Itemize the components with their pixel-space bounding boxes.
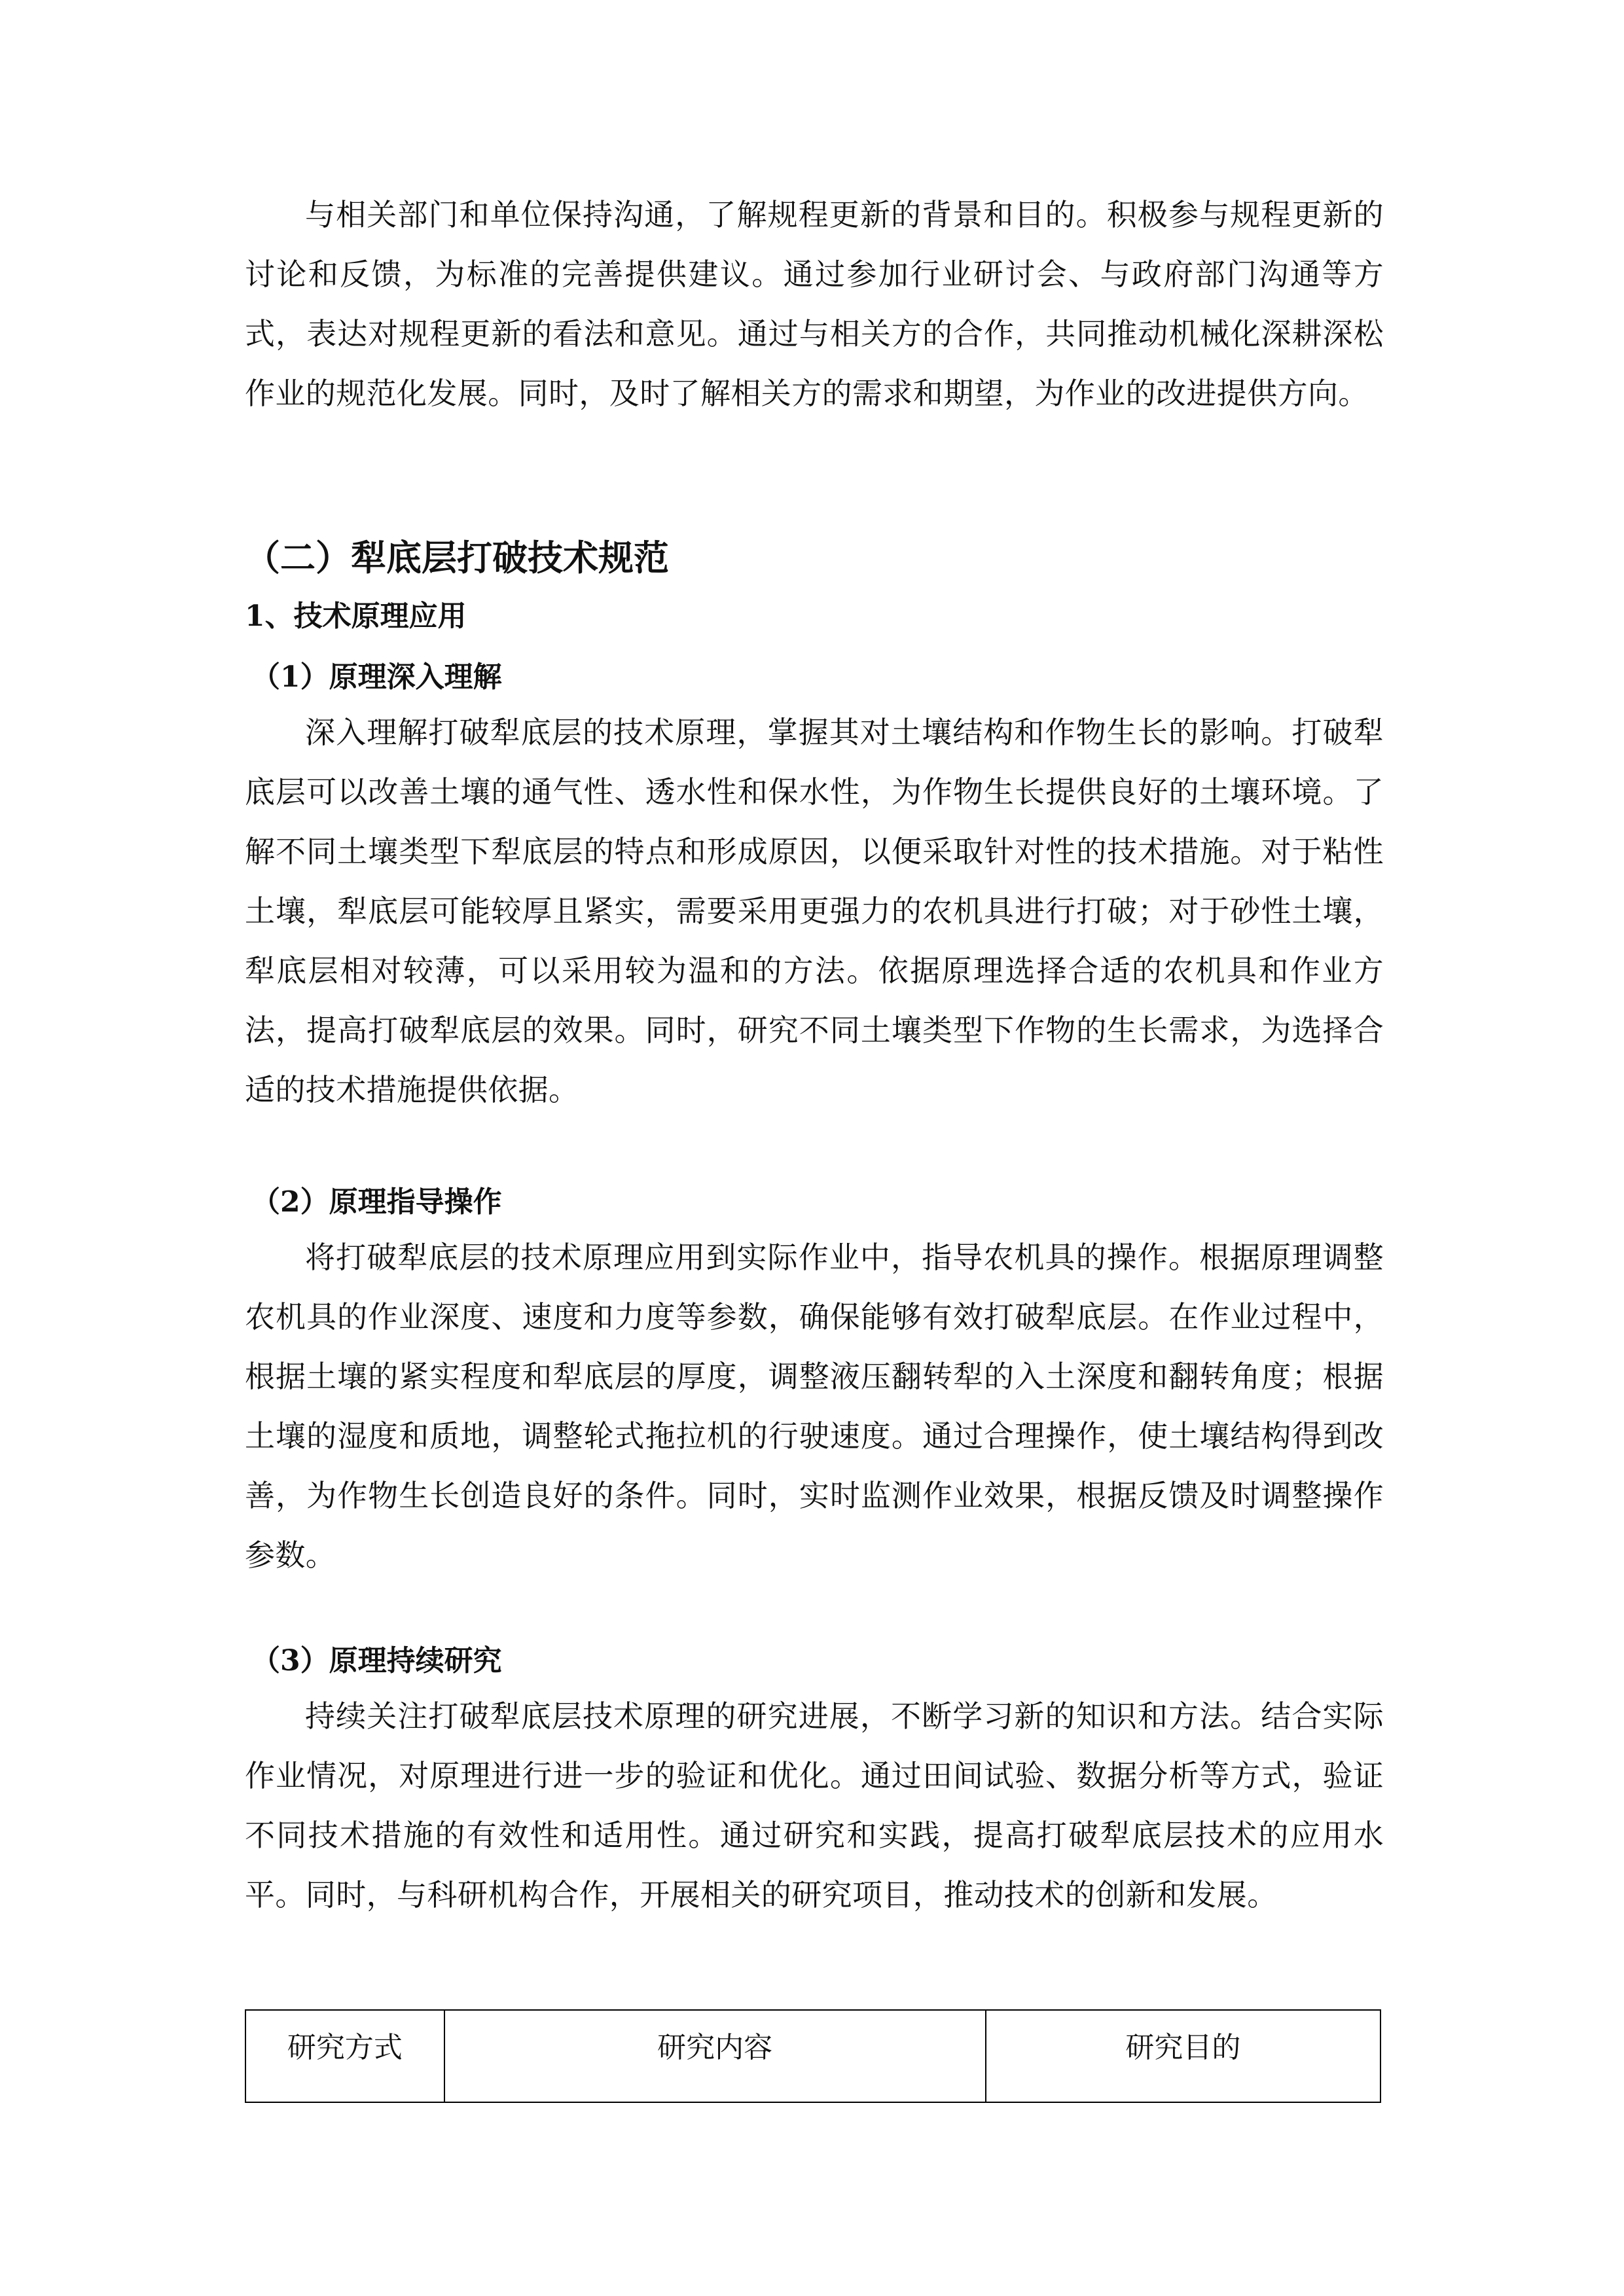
paragraph-stakeholder-communication: 与相关部门和单位保持沟通，了解规程更新的背景和目的。积极参与规程更新的讨论和反馈，为标准的完善提供建议。通过参加行业研讨会、与政府部门沟通等方式，表达对规程更新的看法和意见。通过与相关方的合作，共同推动机械化深耕深松作业的规范化发展。同时，及时了解相关方的需求和期望，为作业的改进提供方向。 <box>245 197 1384 411</box>
item-heading-research: （3）原理持续研究 <box>251 1644 502 1677</box>
item-heading-understanding: （1）原理深入理解 <box>251 660 502 694</box>
table-header-content: 研究内容 <box>444 2010 986 2102</box>
subsection-heading: 1、技术原理应用 <box>245 600 467 633</box>
table-header-purpose: 研究目的 <box>986 2010 1380 2102</box>
item-heading-guidance: （2）原理指导操作 <box>251 1185 502 1219</box>
paragraph-principle-guidance: 将打破犁底层的技术原理应用到实际作业中，指导农机具的操作。根据原理调整农机具的作业深度、速度和力度等参数，确保能够有效打破犁底层。在作业过程中，根据土壤的紧实程度和犁底层的厚度，调整液压翻转犁的入土深度和翻转角度；根据土壤的湿度和质地，调整轮式拖拉机的行驶速度。通过合理操作，使土壤结构得到改善，为作物生长创造良好的条件。同时，实时监测作业效果，根据反馈及时调整操作参数。 <box>245 1240 1384 1573</box>
section-heading: （二）犁底层打破技术规范 <box>245 537 669 579</box>
table-header-row <box>245 2010 1380 2102</box>
table-header-method: 研究方式 <box>245 2010 444 2102</box>
research-table <box>245 2009 1381 2103</box>
paragraph-principle-understanding: 深入理解打破犁底层的技术原理，掌握其对土壤结构和作物生长的影响。打破犁底层可以改善土壤的通气性、透水性和保水性，为作物生长提供良好的土壤环境。了解不同土壤类型下犁底层的特点和形成原因，以便采取针对性的技术措施。对于粘性土壤，犁底层可能较厚且紧实，需要采用更强力的农机具进行打破；对于砂性土壤，犁底层相对较薄，可以采用较为温和的方法。依据原理选择合适的农机具和作业方法，提高打破犁底层的效果。同时，研究不同土壤类型下作物的生长需求，为选择合适的技术措施提供依据。 <box>245 715 1384 1107</box>
paragraph-principle-research: 持续关注打破犁底层技术原理的研究进展，不断学习新的知识和方法。结合实际作业情况，对原理进行进一步的验证和优化。通过田间试验、数据分析等方式，验证不同技术措施的有效性和适用性。通过研究和实践，提高打破犁底层技术的应用水平。同时，与科研机构合作，开展相关的研究项目，推动技术的创新和发展。 <box>245 1698 1384 1912</box>
